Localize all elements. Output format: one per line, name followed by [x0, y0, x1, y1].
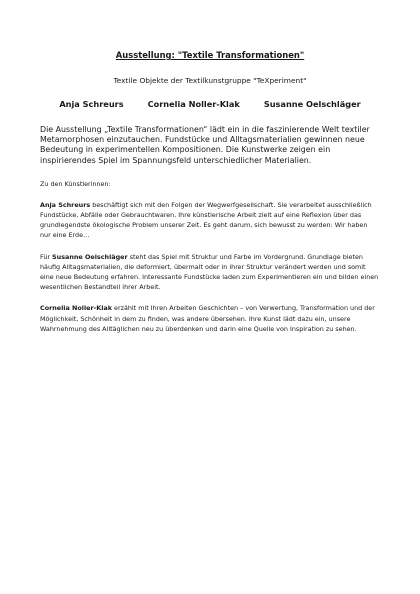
artist-name: Anja Schreurs	[59, 99, 124, 109]
document-title: Ausstellung: "Textile Transformationen"	[115, 50, 305, 60]
bio-text: erzählt mit Ihren Arbeiten Geschichten – von Verwertung, Transformation und der Möglichkeit, Schönheit in dem zu finden, was andere übersehen. Ihre Kunst lädt dazu ein, unsere Wahrnehmung des Alltäglichen neu zu überdenken und darin eine Quelle von Inspiration zu sehen.	[40, 304, 375, 333]
document-page	[40, 50, 380, 345]
artist-bio	[40, 303, 380, 334]
bio-text: beschäftigt sich mit den Folgen der Wegwerfgesellschaft. Sie verarbeitet ausschließlich Fundstücke, Abfälle oder Gebrauchtwaren. Ihre künstlerische Arbeit zielt auf eine Reflexion über das grundlegendste ökologische Problem unserer Zeit. Es geht darum, sich bewusst zu werden: Wir haben nur eine Erde…	[40, 200, 372, 240]
bio-prefix: Für	[40, 252, 53, 261]
bio-text: steht das Spiel mit Struktur und Farbe im Vordergrund. Grundlage bieten häufig Alltagsmaterialien, die deformiert, übermalt oder in ihrer Struktur verändert werden und somit eine neue Bedeutung erfahren. Interessante Fundstücke laden zum Experimentieren ein und bilden einen wesentlichen Bestandteil ihrer Arbeit.	[40, 252, 379, 292]
artist-name: Susanne Oelschläger	[263, 99, 361, 109]
intro-paragraph: Die Ausstellung „Textile Transformationen“ lädt ein in die faszinierende Welt textiler Metamorphosen einzutauchen. Fundstücke und Alltagsmaterialien gewinnen neue Bedeutung in experimentellen Kompositionen. Die Kunstwerke zeigen ein inspirierendes Spiel im Spannungsfeld unterschiedlicher Materialien.	[40, 125, 370, 165]
bio-artist-name: Anja Schreurs	[40, 200, 91, 209]
bio-artist-name: Cornelia Noller-Klak	[40, 304, 112, 313]
artist-names	[40, 99, 380, 109]
artist-name: Cornelia Noller-Klak	[147, 99, 240, 109]
artist-bio	[40, 200, 380, 241]
bio-artist-name: Susanne Oelschläger	[52, 252, 128, 261]
artist-bio	[40, 252, 380, 293]
section-label: Zu den Künstlerinnen:	[40, 179, 111, 188]
document-subtitle: Textile Objekte der Textilkunstgruppe "TeXperiment"	[113, 76, 307, 85]
